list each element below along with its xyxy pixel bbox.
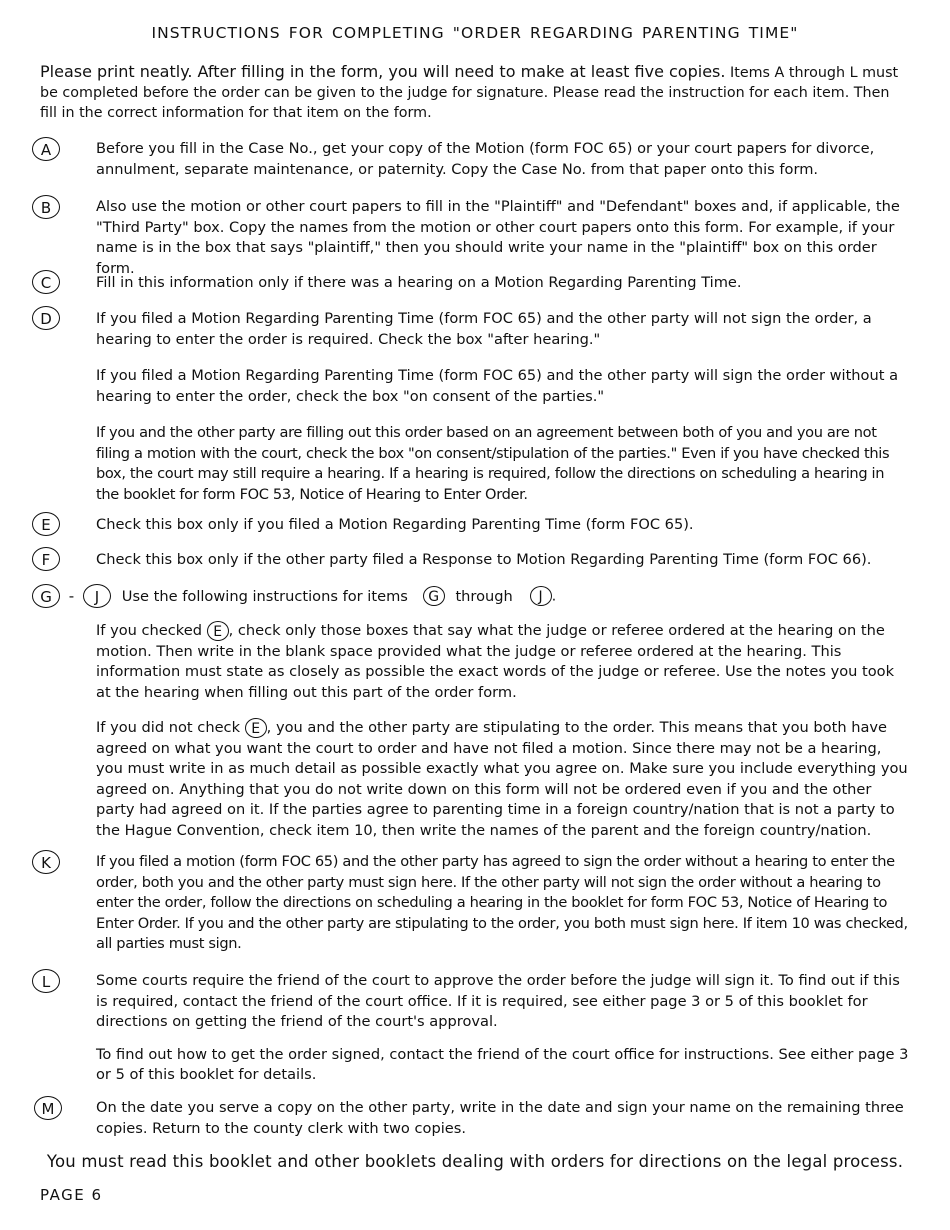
p2-after: , you and the other party are stipulating to the order. This means that you both have agreed on what you want the court to order and have not filed a motion. Since there may not be a hearing, you must write in as much detail as possible exactly what you agree on. Make sure you include everything you agreed on. Anything that you do not write down on this form will not be ordered even if you and the other party had agreed on it. If the parties agree to parenting time in a foreign country/nation that is not a party to the Hague Convention, check item 10, then write the names of the parent and the foreign country/nation. bbox=[96, 719, 908, 839]
item-a-marker: A bbox=[32, 137, 60, 161]
item-d-text-1: If you filed a Motion Regarding Parenting Time (form FOC 65) and the other party will not sign the order, a hearing to enter the order is required. Check the box "after hearing." bbox=[96, 310, 872, 348]
through-word: through bbox=[455, 587, 513, 605]
item-e-marker: E bbox=[32, 512, 60, 536]
item-g-j-text-2 bbox=[96, 718, 910, 841]
item-g-marker: G bbox=[32, 584, 60, 608]
item-d-text-2: If you filed a Motion Regarding Parenting Time (form FOC 65) and the other party will sign the order without a hearing to enter the order, check the box "on consent of the parties." bbox=[96, 367, 899, 405]
item-d-text-3: If you and the other party are filling out this order based on an agreement between both of you and you are not filing a motion with the court, check the box "on consent/stipulation of the parties." Even if you have checked this box, the court may still require a hearing. If a hearing is required, follow the directions on scheduling a hearing in the booklet for form FOC 53, Notice of Hearing to Enter Order. bbox=[96, 424, 890, 503]
item-f-text: Check this box only if the other party filed a Response to Motion Regarding Parenting Time (form FOC 66). bbox=[96, 551, 872, 568]
item-m-marker: M bbox=[34, 1096, 62, 1120]
item-f-marker: F bbox=[32, 547, 60, 571]
item-b-marker: B bbox=[32, 195, 60, 219]
item-c-marker: C bbox=[32, 270, 60, 294]
item-b-text: Also use the motion or other court papers to fill in the "Plaintiff" and "Defendant" boxes and, if applicable, the "Third Party" box. Copy the names from the motion or other court papers onto this form. For example, if your name is in the box that says "plaintiff," then you should write your name in the "plaintiff" box on this order form. bbox=[96, 198, 900, 277]
item-l-text-1: Some courts require the friend of the court to approve the order before the judge will sign it. To find out if this is required, contact the friend of the court office. If it is required, see either page 3 or 5 of this booklet for directions on getting the friend of the court's approval. bbox=[96, 972, 900, 1030]
page-title: INSTRUCTIONS FOR COMPLETING "ORDER REGARDING PARENTING TIME" bbox=[151, 24, 799, 42]
p1-before: If you checked bbox=[96, 622, 202, 639]
item-e-text: Check this box only if you filed a Motion Regarding Parenting Time (form FOC 65). bbox=[96, 516, 694, 533]
item-l-marker: L bbox=[32, 969, 60, 993]
item-g-j-instruction: Use the following instructions for items bbox=[121, 587, 408, 605]
ref-j-marker: J bbox=[530, 586, 552, 606]
range-dash: - bbox=[68, 586, 75, 605]
intro-paragraph bbox=[40, 62, 910, 123]
p2-before: If you did not check bbox=[96, 719, 241, 736]
intro-rest: Items A through L must be completed before the order can be given to the judge for signature. Please read the instruction for each item. Then fill in the correct information for that item on the form. bbox=[40, 65, 899, 121]
item-j-marker: J bbox=[83, 584, 111, 608]
header-period: . bbox=[551, 587, 557, 605]
item-k-marker: K bbox=[32, 850, 60, 874]
footer-note: You must read this booklet and other booklets dealing with orders for directions on the legal process. bbox=[46, 1152, 904, 1171]
p1-after: , check only those boxes that say what the judge or referee ordered at the hearing on the motion. Then write in the blank space provided what the judge or referee ordered at the hearing. This information must state as closely as possible the exact words of the judge or referee. Use the notes you took at the hearing when filling out this part of the order form. bbox=[96, 622, 895, 701]
item-a-text: Before you fill in the Case No., get your copy of the Motion (form FOC 65) or your court papers for divorce, annulment, separate maintenance, or paternity. Copy the Case No. from that paper onto this form. bbox=[96, 140, 875, 178]
item-m-text: On the date you serve a copy on the other party, write in the date and sign your name on the remaining three copies. Return to the county clerk with two copies. bbox=[96, 1099, 904, 1137]
intro-lead: Please print neatly. After filling in the form, you will need to make at least five copies. bbox=[40, 62, 726, 81]
item-d-marker: D bbox=[32, 306, 60, 330]
item-k-text: If you filed a motion (form FOC 65) and the other party has agreed to sign the order without a hearing to enter the order, both you and the other party must sign here. If the other party will not sign the order without a hearing to enter the order, follow the directions on scheduling a hearing in the booklet for form FOC 53, Notice of Hearing to Enter Order. If you and the other party are stipulating to the order, you both must sign here. If item 10 was checked, all parties must sign. bbox=[96, 853, 908, 952]
item-g-j-text-1 bbox=[96, 621, 910, 703]
ref-e-marker-1: E bbox=[207, 621, 229, 641]
item-l-text-2: To find out how to get the order signed, contact the friend of the court office for instructions. See either page 3 or 5 of this booklet for details. bbox=[96, 1045, 909, 1083]
ref-g-marker: G bbox=[423, 586, 445, 606]
item-g-j-header bbox=[32, 584, 556, 608]
page-number: PAGE 6 bbox=[40, 1186, 103, 1204]
item-c-text: Fill in this information only if there was a hearing on a Motion Regarding Parenting Time. bbox=[96, 274, 742, 291]
ref-e-marker-2: E bbox=[245, 718, 267, 738]
